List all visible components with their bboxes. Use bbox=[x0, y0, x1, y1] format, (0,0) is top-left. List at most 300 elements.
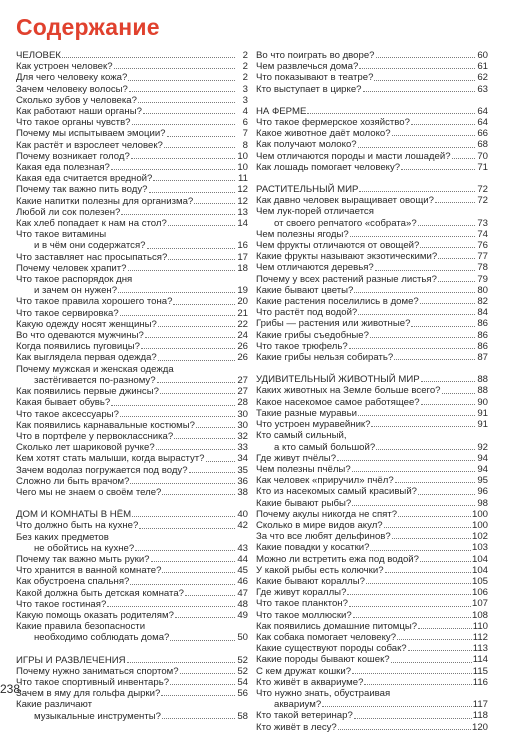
toc-page-number: 98 bbox=[477, 497, 488, 509]
toc-entry-continuation bbox=[16, 375, 248, 386]
toc-page-number: 11 bbox=[238, 173, 248, 185]
dot-leader bbox=[376, 56, 475, 58]
toc-entry-title: Кто из насекомых самый красивый? bbox=[256, 486, 418, 498]
toc-entry bbox=[256, 632, 488, 643]
toc-entry-title: Без каких предметов bbox=[16, 531, 109, 543]
toc-page-number: 6 bbox=[242, 117, 248, 129]
dot-leader bbox=[408, 649, 472, 651]
dot-leader bbox=[127, 661, 235, 663]
toc-entry-title: Зачем водолаз погружается под воду? bbox=[16, 464, 188, 476]
dot-leader bbox=[354, 717, 472, 719]
toc-page-number: 63 bbox=[477, 83, 488, 95]
dot-leader bbox=[337, 459, 475, 461]
toc-page-number: 48 bbox=[237, 598, 248, 610]
toc-entry-title: Какие повадки у косатки? bbox=[256, 542, 370, 554]
toc-entry-title: и зачем он нужен? bbox=[34, 285, 118, 297]
dot-leader bbox=[132, 123, 235, 125]
toc-entry bbox=[16, 72, 248, 83]
toc-page-number: 34 bbox=[237, 453, 248, 465]
toc-entry bbox=[256, 139, 488, 150]
dot-leader bbox=[411, 123, 475, 125]
toc-page-number: 14 bbox=[237, 218, 248, 230]
toc-entry-title: Когда появились пуговицы? bbox=[16, 341, 140, 353]
toc-entry-title: Как лошадь помогает человеку? bbox=[256, 161, 401, 173]
toc-page-number: 4 bbox=[242, 106, 248, 118]
dot-leader bbox=[173, 303, 235, 305]
dot-leader bbox=[135, 549, 235, 551]
toc-entry bbox=[16, 520, 248, 531]
toc-page-number: 112 bbox=[472, 631, 488, 643]
toc-page-number: 86 bbox=[477, 329, 488, 341]
toc-entry bbox=[256, 229, 488, 240]
toc-page-number: 52 bbox=[237, 654, 248, 666]
toc-page-number: 32 bbox=[237, 430, 248, 442]
dot-leader bbox=[175, 616, 235, 618]
dot-leader bbox=[141, 347, 235, 349]
dot-leader bbox=[376, 448, 475, 450]
toc-entry bbox=[256, 531, 488, 542]
toc-entry-title: Сколько зубов у человека? bbox=[16, 94, 137, 106]
toc-page-number: 3 bbox=[242, 83, 248, 95]
toc-page-number: 82 bbox=[477, 296, 488, 308]
dot-leader bbox=[130, 583, 235, 585]
dot-leader bbox=[130, 482, 235, 484]
toc-entry-title: Какие правила безопасности bbox=[16, 621, 146, 633]
toc-entry-title: Какие грибы съедобные? bbox=[256, 329, 369, 341]
toc-page-number: 84 bbox=[477, 307, 488, 319]
toc-entry bbox=[256, 251, 488, 262]
toc-page-number: 58 bbox=[237, 710, 248, 722]
toc-page-number: 7 bbox=[242, 128, 248, 140]
toc-entry bbox=[256, 408, 488, 419]
toc-entry bbox=[16, 84, 248, 95]
dot-leader bbox=[62, 56, 235, 58]
dot-leader bbox=[174, 437, 235, 439]
toc-entry bbox=[256, 587, 488, 598]
toc-entry bbox=[16, 420, 248, 431]
dot-leader bbox=[143, 112, 235, 114]
dot-leader bbox=[374, 79, 475, 81]
toc-entry-title: и в чём они содержатся? bbox=[34, 240, 146, 252]
toc-entry bbox=[16, 196, 248, 207]
toc-entry bbox=[16, 364, 248, 375]
toc-page-number: 106 bbox=[471, 587, 488, 599]
toc-entry bbox=[256, 542, 488, 553]
toc-entry-title: НА ФЕРМЕ bbox=[256, 105, 307, 117]
toc-page-number: 50 bbox=[237, 632, 248, 644]
dot-leader bbox=[170, 683, 235, 685]
dot-leader bbox=[442, 392, 475, 394]
toc-page-number: 38 bbox=[237, 486, 248, 498]
toc-entry bbox=[256, 285, 488, 296]
toc-entry-title: УДИВИТЕЛЬНЫЙ ЖИВОТНЫЙ МИР bbox=[256, 374, 420, 386]
toc-page-number: 30 bbox=[237, 419, 248, 431]
toc-page-number: 43 bbox=[237, 542, 248, 554]
dot-leader bbox=[352, 672, 472, 674]
toc-entry bbox=[256, 710, 488, 721]
toc-entry-title: Какие существуют породы собак? bbox=[256, 643, 407, 655]
toc-entry-continuation bbox=[16, 711, 248, 722]
toc-entry bbox=[16, 319, 248, 330]
toc-entry bbox=[256, 240, 488, 251]
toc-entry-title: ДОМ И КОМНАТЫ В НЁМ bbox=[16, 509, 132, 521]
toc-entry-title: Кто самый сильный, bbox=[256, 430, 347, 442]
toc-page-number: 70 bbox=[477, 150, 488, 162]
toc-page-number: 28 bbox=[237, 397, 248, 409]
toc-entry-title: Какую помощь оказать родителям? bbox=[16, 609, 174, 621]
dot-leader bbox=[156, 448, 235, 450]
toc-page-number: 114 bbox=[472, 654, 488, 666]
toc-section-heading bbox=[256, 184, 488, 195]
dot-leader bbox=[421, 403, 475, 405]
toc-entry-title: Какое животное даёт молоко? bbox=[256, 128, 391, 140]
toc-entry-title: Как обустроена спальня? bbox=[16, 576, 130, 588]
dot-leader bbox=[145, 336, 235, 338]
dot-leader bbox=[398, 515, 471, 517]
toc-entry bbox=[16, 409, 248, 420]
toc-page-number: 62 bbox=[477, 72, 488, 84]
toc-entry bbox=[16, 565, 248, 576]
dot-leader bbox=[168, 224, 235, 226]
toc-page-number: 2 bbox=[242, 72, 248, 84]
toc-entry-title: Сколько лет шариковой ручке? bbox=[16, 442, 155, 454]
toc-entry-title: Что такое фермерское хозяйство? bbox=[256, 117, 410, 129]
toc-entry-title: Почему так важно пить воду? bbox=[16, 184, 148, 196]
toc-entry-title: а кто самый большой? bbox=[274, 441, 376, 453]
dot-leader bbox=[162, 493, 235, 495]
toc-page-number: 12 bbox=[237, 184, 248, 196]
dot-leader bbox=[131, 157, 235, 159]
toc-entry-title: Кто такой ветеринар? bbox=[256, 710, 353, 722]
toc-entry-title: аквариум? bbox=[274, 699, 322, 711]
toc-entry-title: Что такое спортивный инвентарь? bbox=[16, 676, 170, 688]
toc-page-number: 3 bbox=[242, 94, 248, 106]
toc-entry bbox=[256, 498, 488, 509]
dot-leader bbox=[162, 717, 235, 719]
toc-page-number: 71 bbox=[477, 161, 488, 173]
toc-entry bbox=[256, 598, 488, 609]
toc-entry-continuation bbox=[16, 240, 248, 251]
toc-entry bbox=[16, 442, 248, 453]
dot-leader bbox=[359, 190, 475, 192]
toc-entry-title: Чем развлечься дома? bbox=[256, 61, 359, 73]
dot-leader bbox=[358, 414, 475, 416]
toc-page-number: 95 bbox=[477, 475, 488, 487]
dot-leader bbox=[418, 224, 475, 226]
toc-page-number: 2 bbox=[242, 61, 248, 73]
toc-entry bbox=[256, 419, 488, 430]
toc-entry-title: Где живут пчёлы? bbox=[256, 452, 337, 464]
toc-entry-title: Такие разные муравьи bbox=[256, 407, 357, 419]
toc-entry-title: Любой ли сок полезен? bbox=[16, 206, 121, 218]
dot-leader bbox=[358, 313, 475, 315]
toc-page-number: 61 bbox=[477, 61, 488, 73]
toc-entry-title: Что должно быть на кухне? bbox=[16, 520, 139, 532]
toc-entry-title: Что такое органы чувств? bbox=[16, 117, 131, 129]
toc-entry-title: Для чего человеку кожа? bbox=[16, 72, 128, 84]
toc-entry bbox=[16, 476, 248, 487]
toc-entry-title: РАСТИТЕЛЬНЫЙ МИР bbox=[256, 184, 359, 196]
dot-leader bbox=[111, 168, 235, 170]
toc-entry bbox=[256, 262, 488, 273]
toc-entry-title: Какая еда считается вредной? bbox=[16, 173, 153, 185]
toc-entry-title: Как появились карнавальные костюмы? bbox=[16, 419, 195, 431]
dot-leader bbox=[307, 112, 475, 114]
toc-entry bbox=[256, 430, 488, 441]
toc-page-number: 42 bbox=[237, 520, 248, 532]
toc-entry bbox=[256, 520, 488, 531]
toc-page-number: 120 bbox=[471, 721, 488, 733]
dot-leader bbox=[418, 493, 475, 495]
toc-entry bbox=[256, 722, 488, 733]
toc-entry bbox=[16, 61, 248, 72]
dot-leader bbox=[322, 705, 472, 707]
dot-leader bbox=[170, 639, 235, 641]
toc-entry-title: Зачем человеку волосы? bbox=[16, 83, 128, 95]
toc-entry-title: За что все любят дельфинов? bbox=[256, 531, 391, 543]
toc-entry bbox=[16, 699, 248, 710]
toc-entry-title: Как появились домашние питомцы? bbox=[256, 620, 418, 632]
dot-leader bbox=[180, 672, 235, 674]
toc-page-number: 92 bbox=[477, 441, 488, 453]
dot-leader bbox=[347, 593, 471, 595]
toc-page-number: 46 bbox=[237, 576, 248, 588]
toc-page-number: 103 bbox=[471, 542, 488, 554]
dot-leader bbox=[370, 549, 471, 551]
dot-leader bbox=[189, 471, 235, 473]
toc-entry-title: Какая бывает обувь? bbox=[16, 397, 111, 409]
toc-entry bbox=[256, 576, 488, 587]
dot-leader bbox=[158, 325, 235, 327]
toc-entry-title: Чем полезны ягоды? bbox=[256, 228, 349, 240]
toc-entry-title: Что хранится в ванной комнате? bbox=[16, 565, 162, 577]
toc-entry bbox=[16, 128, 248, 139]
toc-entry-title: Как выглядела первая одежда? bbox=[16, 352, 157, 364]
dot-leader bbox=[392, 134, 475, 136]
dot-leader bbox=[352, 470, 475, 472]
toc-entry bbox=[256, 341, 488, 352]
dot-leader bbox=[411, 325, 475, 327]
dot-leader bbox=[353, 616, 471, 618]
toc-page-number: 100 bbox=[471, 519, 488, 531]
dot-leader bbox=[147, 247, 236, 249]
toc-entry-title: Как человек «приручил» пчёл? bbox=[256, 475, 394, 487]
toc-entry-title: Что растёт под водой? bbox=[256, 307, 358, 319]
dot-leader bbox=[114, 67, 235, 69]
toc-page-number: 72 bbox=[477, 184, 488, 196]
toc-entry-title: Какие растения поселились в доме? bbox=[256, 296, 419, 308]
dot-leader bbox=[385, 571, 471, 573]
dot-leader bbox=[121, 213, 235, 215]
toc-entry-title: Кто выступает в цирке? bbox=[256, 83, 362, 95]
toc-entry-title: Что такое планктон? bbox=[256, 598, 348, 610]
toc-entry-title: Чем лук-порей отличается bbox=[256, 206, 374, 218]
toc-entry bbox=[256, 84, 488, 95]
toc-page-number: 27 bbox=[237, 386, 248, 398]
toc-entry bbox=[16, 151, 248, 162]
toc-entry-title: Какой должна быть детская комната? bbox=[16, 587, 184, 599]
toc-entry-title: ИГРЫ И РАЗВЛЕЧЕНИЯ bbox=[16, 654, 126, 666]
toc-page-number: 90 bbox=[477, 396, 488, 408]
toc-entry-continuation bbox=[16, 285, 248, 296]
toc-entry-title: Как появились первые джинсы? bbox=[16, 386, 159, 398]
toc-entry-title: Чего мы не знаем о своём теле? bbox=[16, 486, 162, 498]
toc-entry bbox=[256, 666, 488, 677]
toc-entry-title: Что такое распорядок дня bbox=[16, 274, 133, 286]
toc-entry bbox=[256, 195, 488, 206]
dot-leader bbox=[151, 560, 235, 562]
dot-leader bbox=[350, 235, 475, 237]
dot-leader bbox=[384, 526, 471, 528]
toc-page-number: 40 bbox=[237, 509, 248, 521]
toc-entry-title: Какие бывают цветы? bbox=[256, 284, 354, 296]
toc-page-number: 102 bbox=[471, 531, 488, 543]
toc-entry bbox=[16, 117, 248, 128]
toc-entry-title: не обойтись на кухне? bbox=[34, 542, 135, 554]
toc-entry bbox=[256, 307, 488, 318]
toc-entry-title: Можно ли встретить ежа под водой? bbox=[256, 553, 419, 565]
toc-entry bbox=[16, 688, 248, 699]
dot-leader bbox=[392, 537, 471, 539]
toc-page-number: 2 bbox=[242, 50, 248, 61]
toc-entry-title: Почему акулы никогда не спят? bbox=[256, 508, 398, 520]
toc-entry-title: Почему возникает голод? bbox=[16, 150, 130, 162]
toc-entry bbox=[256, 296, 488, 307]
toc-entry bbox=[16, 218, 248, 229]
toc-entry bbox=[16, 296, 248, 307]
toc-entry-title: Почему нужно заниматься спортом? bbox=[16, 665, 179, 677]
toc-page-number: 64 bbox=[477, 117, 488, 129]
toc-entry-title: Как устроен человек? bbox=[16, 61, 113, 73]
toc-entry-title: Что заставляет нас просыпаться? bbox=[16, 251, 168, 263]
toc-entry bbox=[16, 352, 248, 363]
toc-page-number: 77 bbox=[477, 251, 488, 263]
dot-leader bbox=[418, 627, 472, 629]
toc-page-number: 26 bbox=[237, 341, 248, 353]
toc-entry bbox=[256, 453, 488, 464]
dot-leader bbox=[420, 560, 471, 562]
toc-entry-title: Что в портфеле у первоклассника? bbox=[16, 430, 174, 442]
toc-entry bbox=[16, 162, 248, 173]
dot-leader bbox=[452, 157, 475, 159]
toc-page-number: 91 bbox=[477, 419, 488, 431]
toc-page-number: 52 bbox=[237, 665, 248, 677]
toc-entry bbox=[16, 554, 248, 565]
toc-page-number: 18 bbox=[237, 262, 248, 274]
toc-entry bbox=[16, 532, 248, 543]
toc-entry bbox=[16, 263, 248, 274]
toc-entry bbox=[16, 465, 248, 476]
toc-entry bbox=[256, 397, 488, 408]
toc-entry-continuation bbox=[256, 699, 488, 710]
toc-entry-title: Почему так важно мыть руки? bbox=[16, 553, 150, 565]
toc-entry bbox=[256, 318, 488, 329]
dot-leader bbox=[397, 638, 472, 640]
toc-entry-title: Во что поиграть во дворе? bbox=[256, 50, 375, 61]
toc-entry-title: Где живут кораллы? bbox=[256, 587, 347, 599]
toc-page-number: 100 bbox=[471, 508, 488, 520]
toc-entry-title: Почему мужская и женская одежда bbox=[16, 363, 174, 375]
dot-leader bbox=[139, 527, 235, 529]
toc-page-number: 24 bbox=[237, 330, 248, 342]
dot-leader bbox=[132, 515, 235, 517]
toc-entry-title: Что такое сервировка? bbox=[16, 307, 119, 319]
toc-entry-title: застёгивается по-разному? bbox=[34, 374, 156, 386]
dot-leader bbox=[206, 460, 235, 462]
toc-page-number: 87 bbox=[477, 352, 488, 364]
toc-entry-title: Почему человек храпит? bbox=[16, 262, 127, 274]
dot-leader bbox=[401, 168, 475, 170]
toc-page-number: 54 bbox=[237, 676, 248, 688]
toc-entry-continuation bbox=[16, 543, 248, 554]
toc-page-number: 117 bbox=[472, 699, 488, 711]
toc-entry bbox=[256, 486, 488, 497]
toc-entry bbox=[256, 151, 488, 162]
toc-column-right bbox=[256, 50, 488, 733]
dot-leader bbox=[158, 359, 235, 361]
toc-entry-title: Почему у всех растений разные листья? bbox=[256, 273, 437, 285]
toc-page-number: 20 bbox=[237, 296, 248, 308]
dot-leader bbox=[371, 425, 475, 427]
toc-entry-title: Как растёт и взрослеет человек? bbox=[16, 139, 163, 151]
dot-leader bbox=[394, 358, 475, 360]
toc-entry-title: Чем полезны пчёлы? bbox=[256, 463, 351, 475]
dot-leader bbox=[349, 605, 471, 607]
toc-entry bbox=[16, 576, 248, 587]
toc-entry-title: Какие бывают кораллы? bbox=[256, 575, 365, 587]
toc-entry-title: Что такое аксессуары? bbox=[16, 408, 119, 420]
toc-entry bbox=[16, 599, 248, 610]
dot-leader bbox=[194, 202, 235, 204]
toc-entry bbox=[256, 50, 488, 61]
toc-entry bbox=[256, 206, 488, 217]
toc-column-left bbox=[16, 50, 248, 722]
dot-leader bbox=[138, 101, 235, 103]
toc-entry-title: Что показывают в театре? bbox=[256, 72, 374, 84]
toc-entry-title: Грибы — растения или животные? bbox=[256, 318, 411, 330]
dot-leader bbox=[153, 179, 235, 181]
toc-entry bbox=[256, 654, 488, 665]
toc-entry bbox=[16, 341, 248, 352]
dot-leader bbox=[438, 280, 475, 282]
toc-entry bbox=[16, 666, 248, 677]
dot-leader bbox=[168, 258, 235, 260]
toc-page-number: 110 bbox=[472, 620, 488, 632]
dot-leader bbox=[420, 302, 475, 304]
toc-page-number: 60 bbox=[477, 50, 488, 61]
toc-entry bbox=[256, 643, 488, 654]
toc-entry-title: Какие различают bbox=[16, 699, 93, 711]
toc-entry-title: Какие фрукты называют экзотическими? bbox=[256, 251, 438, 263]
toc-entry-continuation bbox=[256, 442, 488, 453]
toc-page-number: 49 bbox=[237, 609, 248, 621]
toc-page-number: 35 bbox=[237, 464, 248, 476]
toc-page-number: 12 bbox=[237, 195, 248, 207]
dot-leader bbox=[149, 191, 235, 193]
toc-page-number: 68 bbox=[477, 139, 488, 151]
toc-entry-title: Чем отличаются породы и масти лошадей? bbox=[256, 150, 451, 162]
toc-page-number: 45 bbox=[237, 565, 248, 577]
toc-entry-title: Какие бывают рыбы? bbox=[256, 497, 352, 509]
toc-entry-title: Какие породы бывают кошек? bbox=[256, 654, 390, 666]
toc-entry bbox=[16, 677, 248, 688]
toc-entry-title: Чем отличаются деревья? bbox=[256, 262, 374, 274]
toc-entry bbox=[256, 475, 488, 486]
toc-entry bbox=[256, 554, 488, 565]
toc-page-number: 8 bbox=[242, 139, 248, 151]
dot-leader bbox=[129, 90, 235, 92]
dot-leader bbox=[395, 481, 475, 483]
